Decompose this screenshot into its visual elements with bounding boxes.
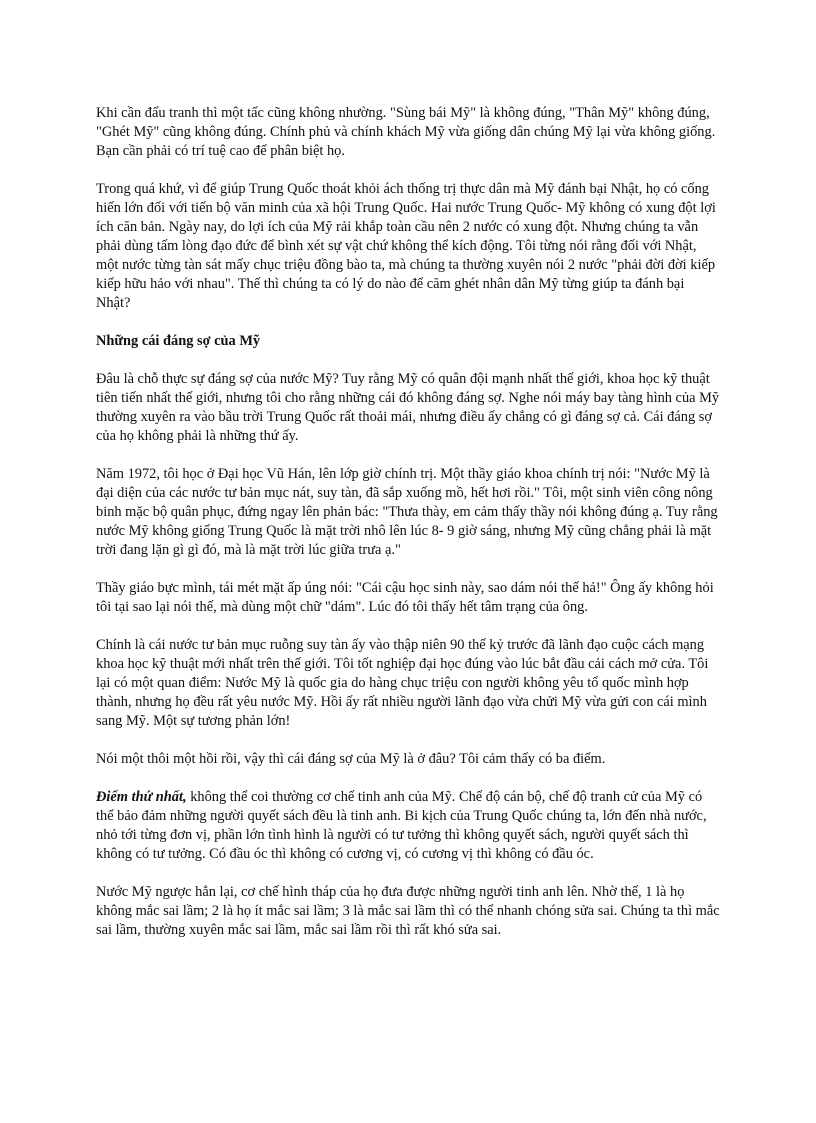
paragraph-6: Chính là cái nước tư bản mục ruỗng suy tàn ấy vào thập niên 90 thế kỷ trước đã lãnh đạo cuộc cách mạng khoa học kỹ thuật mới nhất trên thế giới. Tôi tốt nghiệp đại học đúng vào lúc bắt đầu cải cách mở cửa. Tôi lại có một quan điểm: Nước Mỹ là quốc gia do hàng chục triệu con người không yêu tổ quốc mình hợp thành, nhưng họ đều rất yêu nước Mỹ. Hồi ấy rất nhiều người lãnh đạo vừa chửi Mỹ vừa gửi con cái mình sang Mỹ. Một sự tương phản lớn! — [96, 637, 709, 729]
paragraph-final: Nước Mỹ ngược hẳn lại, cơ chế hình tháp của họ đưa được những người tinh anh lên. Nhờ thế, 1 là họ không mắc sai lầm; 2 là họ ít mắc sai lầm; 3 là mắc sai lầm thì có thể nhanh chóng sửa sai. Chúng ta thì mắc sai lầm, thường xuyên mắc sai lầm, mắc sai lầm rồi thì rất khó sửa sai. — [96, 884, 720, 938]
paragraph-4: Năm 1972, tôi học ở Đại học Vũ Hán, lên lớp giờ chính trị. Một thầy giáo khoa chính trị nói: "Nước Mỹ là đại diện của các nước tư bản mục nát, suy tàn, đã sắp xuống mồ, hết hơi rồi." Tôi, một sinh viên công nông binh mặc bộ quân phục, đứng ngay lên phản bác: "Thưa thày, em cảm thấy thầy nói không đúng ạ. Tuy rằng nước Mỹ không giống Trung Quốc là mặt trời nhô lên lúc 8- 9 giờ sáng, nhưng Mỹ cũng chẳng phải là mặt trời đang lặn gì gì đó, mà là mặt trời lúc giữa trưa ạ." — [96, 466, 718, 558]
paragraph-2: Trong quá khứ, vì để giúp Trung Quốc thoát khỏi ách thống trị thực dân mà Mỹ đánh bại Nhật, họ có cống hiến lớn đối với tiến bộ văn minh của xã hội Trung Quốc. Hai nước Trung Quốc- Mỹ không có xung đột lợi ích căn bản. Ngày nay, do lợi ích của Mỹ rải khắp toàn cầu nên 2 nước có xung đột. Nhưng chúng ta vẫn phải dùng tấm lòng đạo đức để bình xét sự vật chứ không thể kích động. Tôi từng nói rằng đối với Nhật, một nước từng tàn sát mấy chục triệu đồng bào ta, mà chúng ta thường xuyên nói 2 nước "phải đời đời kiếp kiếp hữu hảo với nhau". Thế thì chúng ta có lý do nào để căm ghét nhân dân Mỹ từng giúp ta đánh bại Nhật? — [96, 181, 716, 311]
paragraph-5: Thầy giáo bực mình, tái mét mặt ấp úng nói: "Cái cậu học sinh này, sao dám nói thế hả!" Ông ấy không hỏi tôi tại sao lại nói thế, mà dùng một chữ "dám". Lúc đó tôi thấy hết tâm trạng của ông. — [96, 580, 714, 615]
paragraph-point-one — [96, 788, 720, 864]
point-one-text: không thể coi thường cơ chế tinh anh của Mỹ. Chế độ cán bộ, chế độ tranh cử của Mỹ có thể bảo đảm những người quyết sách đều là tinh anh. Bi kịch của Trung Quốc chúng ta, lớn đến nhà nước, nhỏ tới từng đơn vị, phần lớn tình hình là người có tư tưởng thì không quyết sách, người quyết sách thì không có tư tưởng. Có đầu óc thì không có cương vị, có cương vị thì không có đầu óc. — [96, 789, 707, 862]
paragraph-1: Khi cần đấu tranh thì một tấc cũng không nhường. "Sùng bái Mỹ" là không đúng, "Thân Mỹ" không đúng, "Ghét Mỹ" cũng không đúng. Chính phủ và chính khách Mỹ vừa giống dân chúng Mỹ lại vừa không giống. Bạn cần phải có trí tuệ cao để phân biệt họ. — [96, 105, 716, 159]
point-one-lead: Điểm thứ nhất, — [96, 789, 187, 805]
paragraph-7: Nói một thôi một hồi rồi, vậy thì cái đáng sợ của Mỹ là ở đâu? Tôi cảm thấy có ba điểm. — [96, 751, 606, 767]
section-heading: Những cái đáng sợ của Mỹ — [96, 333, 261, 349]
paragraph-3: Đâu là chỗ thực sự đáng sợ của nước Mỹ? Tuy rằng Mỹ có quân đội mạnh nhất thế giới, khoa học kỹ thuật tiên tiến nhất thế giới, nhưng tôi cho rằng những cái đó không đáng sợ. Nghe nói máy bay tàng hình của Mỹ thường xuyên ra vào bầu trời Trung Quốc rất thoải mái, nhưng điều ấy chẳng có gì đáng sợ cả. Cái đáng sợ của họ không phải là những thứ ấy. — [96, 371, 720, 444]
document-page — [96, 104, 720, 959]
